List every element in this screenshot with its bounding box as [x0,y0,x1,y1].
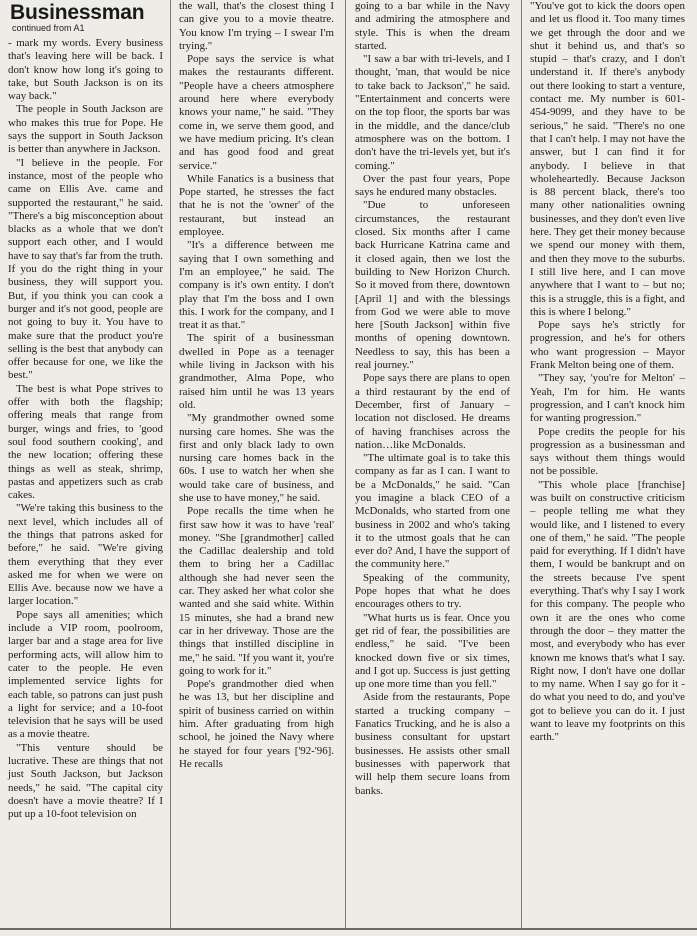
paragraph: The spirit of a businessman dwelled in Pope as a teenager while living in Jackson with his grandmother, Alma Pope, who raised him until he was 13 years old. [179,332,334,411]
paragraph: going to a bar while in the Navy and admiring the atmosphere and style. This is when the dream started. [355,0,510,52]
paragraph: Pope credits the people for his progression as a businessman and says without them things would not be possible. [530,425,685,478]
article-column-1 [4,0,167,930]
article-column-2 [175,0,338,930]
paragraph: Pope says the service is what makes the restaurants different. "People have a cheers atmosphere around here where everybody knows your name," he said. "They come in, we serve them good, and we have medium pricing. It's clean and has good food and great service." [179,53,334,172]
paragraph: the wall, that's the closest thing I can give you to a movie theatre. You know I'm trying – I swear I'm trying." [179,0,334,52]
column-rule [345,0,346,930]
paragraph: Aside from the restaurants, Pope started a trucking company – Fanatics Trucking, and he is also a business consultant for upstart businesses. He assists other small businesses with paperwork that will help them secure loans from banks. [355,691,510,797]
column-rule [521,0,522,930]
paragraph: "This venture should be lucrative. These are things that not just South Jackson, but Jackson needs," he said. "The capital city doesn't have a movie theatre? If I put up a 10-foot television on [8,741,163,821]
paragraph: "I believe in the people. For instance, most of the people who came on Ellis Ave. came and supported the restaurant," he said. "There's a big misconception about blacks as a whole that we don't support each other, and I would have to say that's far from the truth. If you do the right thing in your business, they will support you. But, if you think you can cook a burger and it's not good, people are not going to buy it. You have to make sure that the product you're selling is the best that anybody can offer because for one, we like the best." [8,156,163,382]
column-rule [170,0,171,930]
paragraph: Pope says he's strictly for progression, and he's for others who want progression – Mayor Frank Melton being one of them. [530,319,685,372]
paragraph: The best is what Pope strives to offer with both the flagship; offering meals that range from burger, wings and fries, to 'good soul food southern cooking', and the new location; offering these things as well as steak, shrimp, pastas and appetizers such as crab cakes. [8,382,163,502]
paragraph: Speaking of the community, Pope hopes that what he does encourages others to try. [355,571,510,611]
paragraph: Pope says all amenities; which include a VIP room, poolroom, larger bar and a stage area for live performing acts, will allow him to cater to the people. He even implemented service lights for each table, so patrons can just push a light for service; and a 10-foot television that he says will be used as a movie theatre. [8,608,163,741]
paragraph: "The ultimate goal is to take this company as far as I can. I want to be a McDonalds," he said. "Can you imagine a black CEO of a McDonalds, who started from one business in 2002 and who's taking it to the utmost goals that he can ever do? And, I have the support of the community here." [355,452,510,571]
paragraph: Over the past four years, Pope says he endured many obstacles. [355,172,510,199]
paragraph: "My grandmother owned some nursing care homes. She was the first and only black lady to own nursing care homes back in the 60s. I use to watch her when she would take care of business, and she use to have money," he said. [179,412,334,504]
paragraph: "I saw a bar with tri-levels, and I thought, 'man, that would be nice to take back to Jackson'," he said. "Entertainment and concerts were on the top floor, the sports bar was in the middle, and the dance/club atmosphere was on the bottom. I don't have the tri-levels yet, but it's coming." [355,53,510,172]
paragraph: Pope recalls the time when he first saw how it was to have 'real' money. "She [grandmother] called the Cadillac dealership and told them to bring her a Cadillac although she had never seen the car. They asked her what color she wanted and she said white. Within 15 minutes, she had a brand new car in her driveway. Those are the things that instilled discipline in me," he said. "If you want it, you're going to work for it." [179,505,334,677]
clipping-bottom-edge [0,928,697,930]
paragraph: Pope says there are plans to open a third restaurant by the end of December, first of January – location not disclosed. He dreams of having franchises across the nation…like McDonalds. [355,372,510,451]
paragraph: Pope's grandmother died when he was 13, but her discipline and spirit of business carried on within him. After graduating from high school, he joined the Navy where he stayed for four years ['92-'96]. He recalls [179,678,334,770]
continued-from-note: continued from A1 [12,23,85,33]
paragraph: "You've got to kick the doors open and let us flood it. Too many times we get through the door and we shut it behind us, and that's so stupid – that's crazy, and I don't understand it. If there's anybody out there looking to start a venture, contact me. My number is 601-454-9099, and they have to be serious," he said. "There's no one that I can't help. I may not have the answer, but I can find it for anybody. I believe in that wholeheartedly. Because Jackson is 88 percent black, there's too many other nationalities owning businesses, and they don't even live here. They get their money because we spend our money with them, and then they move to the suburbs. I still live here, and I can move anywhere that I want to – but no; this is a struggle, this is a fight, and this is where I belong." [530,0,686,318]
paragraph: "Due to unforeseen circumstances, the restaurant closed. Six months after I came back Hurricane Katrina came and it closed again, then we lost the building to New Horizon Church. So it moved from there, downtown [April 1] and with the blessings from God we were able to move here [South Jackson] within five months of opening downtown. Needless to say, this has been a real journey." [355,199,510,372]
paragraph: While Fanatics is a business that Pope started, he stresses the fact that he is not the 'owner' of the restaurant, but instead an employee. [179,172,334,239]
paragraph: "We're taking this business to the next level, which includes all of the things that patrons asked for before," he said. "We're giving them everything that they ever asked me for when we were on Ellis Ave. because now we have a larger location." [8,502,163,608]
paragraph: "It's a difference between me saying that I own something and I'm an employee," he said. The company is it's own entity. I don't play that I'm the boss and I own this. I work for the company, and I treat it as that." [179,239,334,332]
paragraph: - mark my words. Every business that's leaving here will be back. I don't know how long it's going to take, but South Jackson is on its way back." [8,37,163,103]
article-headline: Businessman [10,1,145,24]
paragraph: "They say, 'you're for Melton' – Yeah, I'm for him. He wants progression, and I can't knock him for wanting progression." [530,372,685,425]
paragraph: "What hurts us is fear. Once you get rid of fear, the possibilities are endless," he said. "I've been knocked down five or six times, and I got up. Success is just getting up one more time than you fell." [355,611,510,691]
article-column-3 [351,0,514,930]
paragraph: The people in South Jackson are who makes this true for Pope. He says the support in South Jackson is better than anywhere in Jackson. [8,103,163,156]
article-column-4 [526,0,689,930]
paragraph: "This whole place [franchise] was built on constructive criticism – people telling me what they would like, and I listened to every one of them," he said. "The people paid for everything. If I didn't have them, I would be bankrupt and on the streets because I've spent everything. That's why I say I work for this company. The people who own it are the ones who come through the door – they matter the most, and everybody who has ever known me knows that's what I say. Right now, I don't have one dollar to my name. When I say go for it - do what you need to do, and you've got to believe you can do it. I just want to leave my footprints on this earth." [530,478,685,744]
